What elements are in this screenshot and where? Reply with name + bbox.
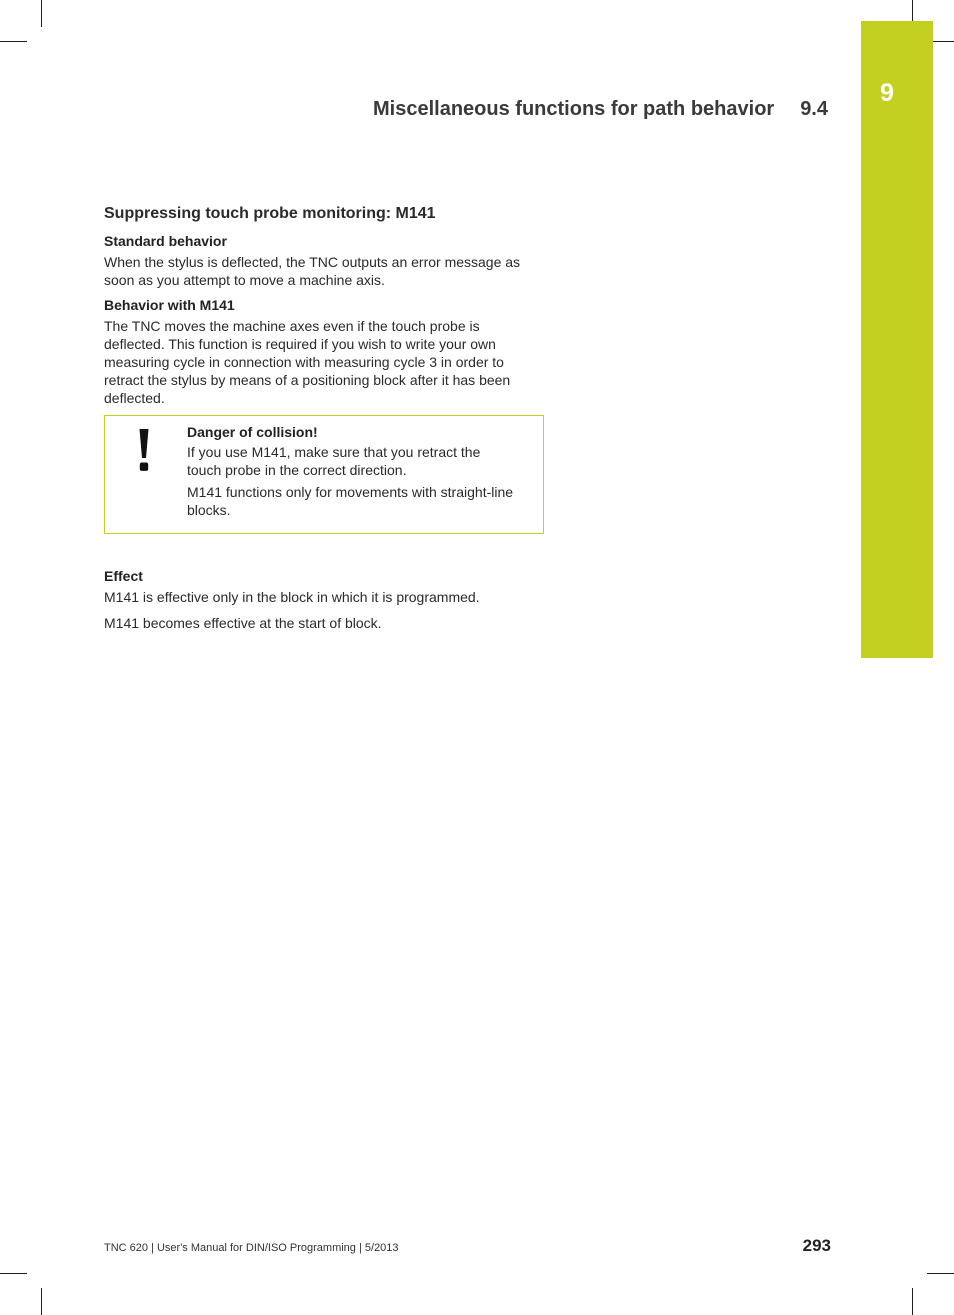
crop-mark xyxy=(927,1273,954,1274)
page-number: 293 xyxy=(802,1236,831,1255)
behavior-with-m141-heading: Behavior with M141 xyxy=(104,297,235,313)
main-content xyxy=(104,205,544,640)
footer-text: TNC 620 | User's Manual for DIN/ISO Programming | 5/2013 xyxy=(104,1242,399,1254)
warning-text: If you use M141, make sure that you retract the touch probe in the correct direction. xyxy=(187,444,481,478)
crop-mark xyxy=(0,41,27,42)
behavior-with-m141-text: The TNC moves the machine axes even if the touch probe is deflected. This function is required if you wish to write your own measuring cycle in connection with measuring cycle 3 in order to retract the stylus by means of a positioning block after it has been deflected. xyxy=(104,318,511,406)
running-header-section-number: 9.4 xyxy=(800,98,828,120)
exclamation-icon xyxy=(137,427,151,473)
warning-title: Danger of collision! xyxy=(187,424,318,440)
warning-box xyxy=(104,415,544,534)
effect-text: M141 is effective only in the block in which it is programmed. xyxy=(104,589,480,605)
running-header-title: Miscellaneous functions for path behavior xyxy=(373,98,775,120)
chapter-number: 9 xyxy=(880,79,894,107)
warning-text: M141 functions only for movements with straight-line blocks. xyxy=(187,484,514,518)
running-header xyxy=(300,98,828,121)
crop-mark xyxy=(0,1273,27,1274)
standard-behavior-heading: Standard behavior xyxy=(104,233,227,249)
effect-heading: Effect xyxy=(104,568,143,584)
crop-mark xyxy=(912,1288,913,1315)
standard-behavior-text: When the stylus is deflected, the TNC outputs an error message as soon as you attempt to move a machine axis. xyxy=(104,254,521,288)
effect-text: M141 becomes effective at the start of block. xyxy=(104,615,382,631)
section-title: Suppressing touch probe monitoring: M141 xyxy=(104,205,436,222)
crop-mark xyxy=(41,1288,42,1315)
crop-mark xyxy=(41,0,42,27)
chapter-tab xyxy=(861,21,933,658)
